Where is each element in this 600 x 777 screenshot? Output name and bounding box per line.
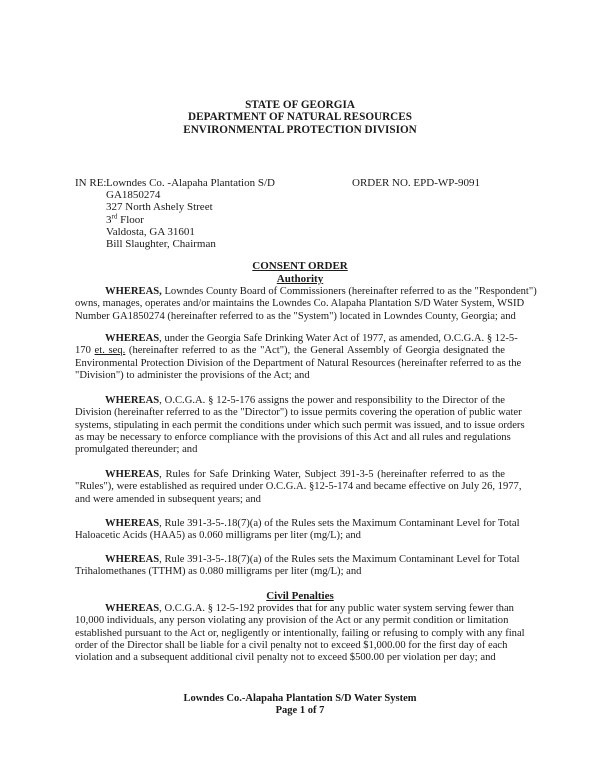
line-text: Trihalomethanes (TTHM) as 0.080 milligrams per liter (mg/L); and: [75, 566, 362, 578]
paragraph-line: [75, 298, 525, 310]
whereas-keyword: WHEREAS: [105, 603, 160, 614]
paragraph-line: [75, 286, 537, 298]
line-text: "Division") to administer the provisions of the Act; and: [75, 369, 310, 381]
line-text: established pursuant to the Act or, negligently or intentionally, failing or refusing to comply with any final: [75, 627, 525, 639]
line-text: Lowndes County Board of Commissioners (hereinafter referred to as the "Respondent"): [161, 286, 537, 297]
authority-heading: Authority: [276, 273, 324, 285]
whereas-keyword: WHEREAS: [105, 395, 160, 406]
whereas-keyword: WHEREAS: [105, 554, 160, 565]
city-state-zip: Valdosta, GA 31601: [106, 225, 195, 238]
latin-phrase: et. seq.: [94, 345, 126, 357]
line-text: 170: [75, 345, 95, 357]
header-state: STATE OF GEORGIA: [245, 99, 355, 111]
footer-page-number: Page 1 of 7: [275, 705, 325, 717]
whereas-keyword: WHEREAS,: [105, 286, 162, 297]
paragraph-line: [75, 530, 505, 542]
line-text: , Rules for Safe Drinking Water, Subject 391-3-5 (hereinafter referred to as the: [159, 469, 505, 480]
paragraph-line: [75, 615, 509, 627]
contact-person: Bill Slaughter, Chairman: [106, 238, 216, 251]
system-id: GA1850274: [106, 189, 161, 202]
line-text: Haloacetic Acids (HAA5) as 0.060 milligrams per liter (mg/L); and: [75, 530, 361, 542]
whereas-paragraph: [75, 469, 522, 506]
footer-system-name: Lowndes Co.-Alapaha Plantation S/D Water System: [183, 693, 417, 704]
floor-word: Floor: [120, 213, 144, 226]
header-department: DEPARTMENT OF NATURAL RESOURCES: [188, 111, 412, 124]
document-header: [0, 99, 600, 136]
line-text: as may be necessary to enforce compliance with the provisions of this Act and all rules and regulations: [75, 431, 511, 443]
in-re-label: IN RE:: [75, 177, 107, 189]
paragraph-line: [75, 494, 505, 506]
civil-penalties-heading: Civil Penalties: [266, 590, 334, 602]
paragraph-line: [75, 639, 508, 652]
line-text: owns, manages, operates and/or maintains the Lowndes Co. Alapaha Plantation S/D Water System, WSID: [75, 298, 525, 310]
line-text: violation and a subsequent additional civil penalty not to exceed $500.00 per violation per day; and: [75, 652, 496, 664]
whereas-keyword: WHEREAS: [105, 518, 160, 529]
whereas-paragraph: [75, 395, 525, 456]
whereas-paragraph: [75, 518, 520, 543]
page-footer: [0, 693, 600, 718]
paragraph-line: [75, 310, 516, 323]
line-text: 10,000 individuals, any person violating any provision of the Act or any permit condition or limitation: [75, 615, 509, 627]
order-number: ORDER NO. EPD-WP-9091: [352, 177, 481, 189]
whereas-paragraph: [75, 603, 525, 664]
paragraph-line: [75, 481, 522, 493]
floor: [106, 211, 275, 226]
paragraph-line: [75, 357, 522, 370]
line-text: , O.C.G.A. § 12-5-176 assigns the power and responsibility to the Director of the: [159, 395, 505, 406]
line-text: Environmental Protection Division of the Department of Natural Resources (hereinafter referred to as the: [75, 357, 522, 369]
floor-suffix: rd: [111, 211, 118, 220]
paragraph-line: [75, 469, 505, 481]
paragraph-line: [75, 627, 525, 640]
street-address: 327 North Ashely Street: [106, 201, 213, 214]
line-text: (hereinafter referred to as the "Act"), the General Assembly of Georgia designated the: [125, 345, 505, 357]
floor-number: 3: [106, 213, 112, 226]
paragraph-line: [75, 554, 520, 566]
paragraph-line: [75, 566, 505, 578]
whereas-paragraph: [75, 286, 537, 323]
paragraph-line: [75, 518, 520, 530]
line-text: and were amended in subsequent years; and: [75, 493, 261, 505]
whereas-paragraph: [75, 333, 522, 382]
paragraph-line: [75, 652, 505, 664]
line-text: order of the Director shall be liable for a civil penalty not to exceed $1,000.00 for the first day of each: [75, 639, 508, 651]
paragraph-line: [75, 345, 505, 357]
line-text: promulgated thereunder; and: [75, 444, 198, 456]
line-text: Number GA1850274 (hereinafter referred to as the "System") located in Lowndes County, Georgia; and: [75, 310, 516, 322]
paragraph-line: [75, 370, 505, 382]
consent-order-title: CONSENT ORDER: [252, 260, 348, 272]
line-text: , O.C.G.A. § 12-5-192 provides that for any public water system serving fewer than: [159, 603, 514, 614]
header-division: ENVIRONMENTAL PROTECTION DIVISION: [183, 123, 417, 136]
line-text: Division (hereinafter referred to as the "Director") to issue permits covering the operation of public water: [75, 407, 522, 419]
paragraph-line: [75, 333, 518, 345]
paragraph-line: [75, 407, 522, 419]
respondent-name: Lowndes Co. -Alapaha Plantation S/D: [106, 177, 275, 189]
whereas-paragraph: [75, 554, 520, 579]
line-text: , under the Georgia Safe Drinking Water Act of 1977, as amended, O.C.G.A. § 12-5-: [159, 333, 518, 344]
whereas-keyword: WHEREAS: [105, 469, 160, 480]
line-text: systems, stipulating in each permit the conditions under which such permit was issued, and to issue orders: [75, 419, 525, 431]
paragraph-line: [75, 419, 525, 432]
paragraph-line: [75, 395, 505, 407]
whereas-keyword: WHEREAS: [105, 333, 160, 344]
line-text: , Rule 391-3-5-.18(7)(a) of the Rules sets the Maximum Contaminant Level for Total: [159, 554, 520, 565]
line-text: "Rules"), were established as required under O.C.G.A. §12-5-174 and became effective on July 26, 1977,: [75, 481, 522, 493]
paragraph-line: [75, 444, 505, 456]
paragraph-line: [75, 431, 511, 444]
paragraph-line: [75, 603, 514, 615]
line-text: , Rule 391-3-5-.18(7)(a) of the Rules sets the Maximum Contaminant Level for Total: [159, 518, 520, 529]
in-re-block: [106, 177, 275, 250]
